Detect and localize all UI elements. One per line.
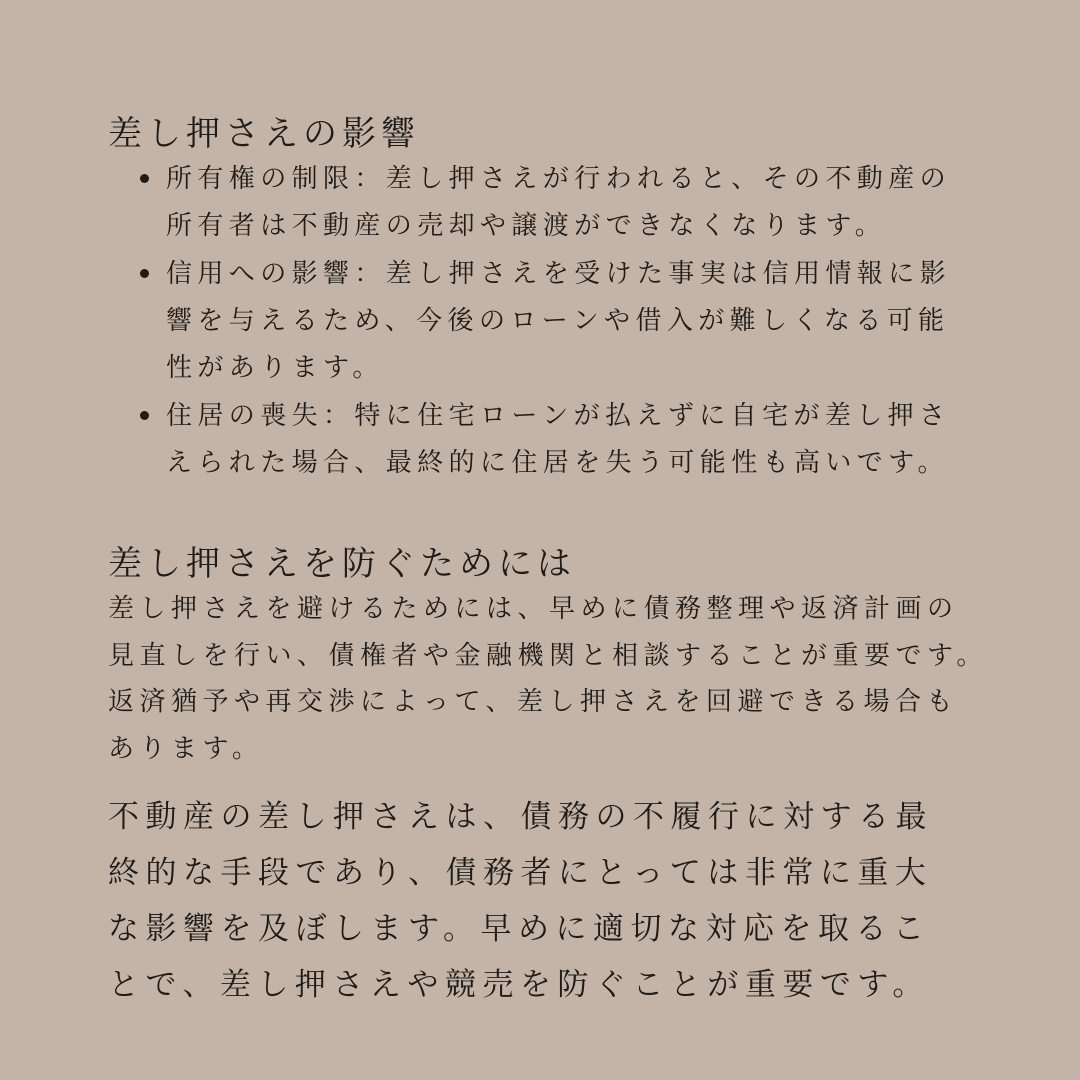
impact-bullet-list <box>140 156 970 488</box>
bullet-text-ownership: 所有権の制限：差し押さえが行われると、その不動産の所有者は不動産の売却や譲渡ができなくなります。 <box>166 164 952 241</box>
bullet-dot-icon <box>140 174 149 183</box>
list-item <box>140 251 970 392</box>
bullet-text-credit: 信用への影響：差し押さえを受けた事実は信用情報に影響を与えるため、今後のローンや借入が難しくなる可能性があります。 <box>166 259 952 383</box>
list-item <box>140 393 970 487</box>
conclusion-paragraph: 不動産の差し押さえは、債務の不履行に対する最終的な手段であり、債務者にとっては非常に重大な影響を及ぼします。早めに適切な対応を取ることで、差し押さえや競売を防ぐことが重要です。 <box>108 799 933 1003</box>
bullet-dot-icon <box>140 269 149 278</box>
section-heading-impact: 差し押さえの影響 <box>108 114 420 154</box>
list-item <box>140 156 970 250</box>
bullet-dot-icon <box>140 411 149 420</box>
prevention-paragraph: 差し押さえを避けるためには、早めに債務整理や返済計画の見直しを行い、債権者や金融機関と相談することが重要です。返済猶予や再交渉によって、差し押さえを回避できる場合もあります。 <box>108 594 988 764</box>
bullet-text-residence: 住居の喪失：特に住宅ローンが払えずに自宅が差し押さえられた場合、最終的に住居を失う可能性も高いです。 <box>166 401 951 478</box>
section-heading-prevention: 差し押さえを防ぐためには <box>108 544 576 584</box>
